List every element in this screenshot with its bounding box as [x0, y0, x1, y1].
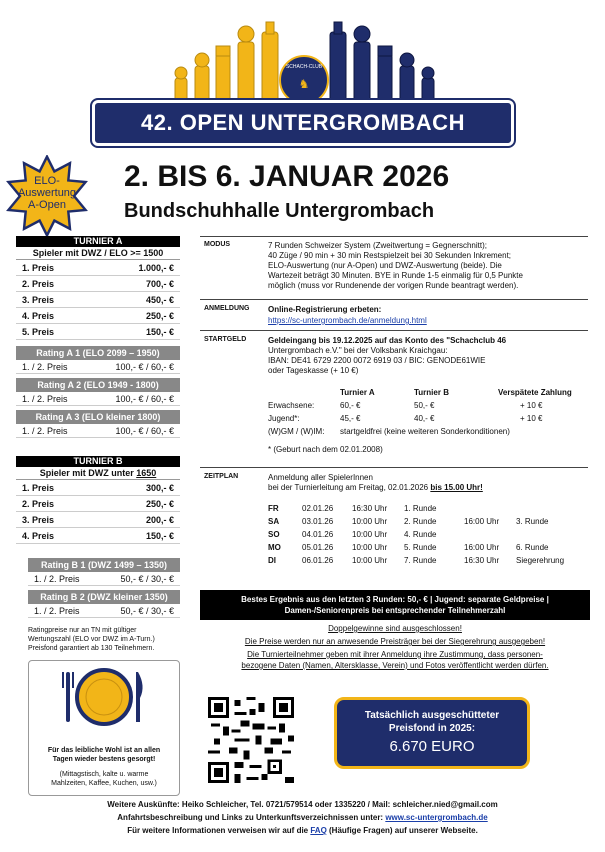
badge-line-2: Auswertung — [17, 187, 77, 199]
special-prizes-bar: Bestes Ergebnis aus den letzten 3 Runden: 50,- € | Jugend: separate Geldpreise | Damen-/Seniorenpreis bei entsprechender Teilnehmerzahl — [200, 590, 590, 620]
startgeld-label: STARTGELD — [204, 336, 247, 343]
schedule-row: SO 04.01.26 10:00 Uhr 4. Runde — [268, 530, 437, 539]
rating-row: 1. / 2. Preis 100,- € / 60,- € — [16, 360, 180, 374]
prize-row: 2. Preis 250,- € — [16, 496, 180, 512]
divider — [200, 236, 588, 237]
prize-fund-box — [334, 697, 530, 769]
prize-row: 4. Preis 150,- € — [16, 528, 180, 544]
prize-row: 3. Preis 450,- € — [16, 292, 180, 308]
prize-fund-line2: Preisfond in 2025: — [388, 723, 476, 734]
turnier-b-table — [16, 456, 180, 618]
schedule-row: FR 02.01.26 16:30 Uhr 1. Runde — [268, 504, 437, 513]
prize-fund-line1: Tatsächlich ausgeschütteter — [364, 710, 500, 721]
food-title: Für das leibliche Wohl ist an allen Tagen wieder bestens gesorgt! — [47, 747, 161, 763]
rating-row: 1. / 2. Preis 50,- € / 30,- € — [28, 572, 180, 586]
zeitplan-text: Anmeldung aller SpielerInnen bei der Turnierleitung am Freitag, 02.01.2026 bis 15.00 Uhr! — [268, 473, 483, 492]
turnier-b-subtitle: Spieler mit DWZ unter 1650 — [16, 467, 180, 480]
schedule-row: DI 06.01.26 10:00 Uhr 7. Runde 16:30 Uhr Siegerehrung — [268, 556, 565, 565]
fee-row: Jugend*: 45,- € 40,- € + 10 € — [268, 414, 543, 423]
elo-badge-text — [6, 175, 88, 211]
rating-header: Rating B 2 (DWZ kleiner 1350) — [28, 590, 180, 604]
fee-header-row: Turnier A Turnier B Verspätete Zahlung — [340, 388, 572, 397]
rating-header: Rating B 1 (DWZ 1499 – 1350) — [28, 558, 180, 572]
prize-row: 5. Preis 150,- € — [16, 324, 180, 340]
rating-row: 1. / 2. Preis 50,- € / 30,- € — [28, 604, 180, 618]
rating-header: Rating A 3 (ELO kleiner 1800) — [16, 410, 180, 424]
rating-row: 1. / 2. Preis 100,- € / 60,- € — [16, 424, 180, 438]
rating-row: 1. / 2. Preis 100,- € / 60,- € — [16, 392, 180, 406]
birth-note: * (Geburt nach dem 02.01.2008) — [268, 445, 383, 454]
badge-line-1: ELO- — [34, 175, 60, 187]
footer-directions: Anfahrtsbeschreibung und Links zu Unterkunftsverzeichnissen unter: www.sc-untergrombach.de — [117, 813, 488, 822]
prize-row: 2. Preis 700,- € — [16, 276, 180, 292]
anmeldung-label: ANMELDUNG — [204, 305, 250, 312]
modus-text: 7 Runden Schweizer System (Zweitwertung = Gegnerschnitt); 40 Züge / 90 min + 30 min Restspielzeit bei 30 Sekunden Inkrement; ELO-Auswertung (nur A-Open) und DWZ-Auswertung (beide). Die Wartezeit beträgt 30 Minuten. BYE in Runde 1-5 einmalig für 0,5 Punkte möglich (muss vor Rundenende der vorigen Runde beantragt werden). — [268, 241, 523, 290]
registration-link[interactable]: https://sc-untergrombach.de/anmeldung.html — [268, 316, 427, 325]
turnier-a-table — [16, 236, 180, 438]
prize-row: 3. Preis 200,- € — [16, 512, 180, 528]
prize-row: 1. Preis 300,- € — [16, 480, 180, 496]
prize-row: 4. Preis 250,- € — [16, 308, 180, 324]
zeitplan-label: ZEITPLAN — [204, 473, 239, 480]
schedule-table — [268, 502, 588, 567]
turnier-b-title: TURNIER B — [16, 456, 180, 467]
modus-label: MODUS — [204, 241, 231, 248]
plate-cutlery-icon — [60, 668, 148, 726]
fee-gm-row: (W)GM / (W)IM: startgeldfrei (keine weiteren Sonderkonditionen) — [268, 427, 510, 436]
notice-data-consent-1: Die Turnierteilnehmer geben mit ihrer Anmeldung ihre Zustimmung, dass personen- — [247, 650, 543, 659]
food-subtitle: (Mittagstisch, kalte u. warme Mahlzeiten, Kaffee, Kuchen, usw.) — [51, 771, 157, 787]
qr-code-icon[interactable] — [208, 697, 294, 783]
club-logo-text: SCHACH-CLUB — [285, 64, 323, 70]
turnier-a-subtitle: Spieler mit DWZ / ELO >= 1500 — [16, 247, 180, 260]
schedule-row: SA 03.01.26 10:00 Uhr 2. Runde 16:00 Uhr 3. Runde — [268, 517, 549, 526]
badge-line-3: A-Open — [28, 199, 66, 211]
prize-row: 1. Preis 1.000,- € — [16, 260, 180, 276]
rating-header: Rating A 1 (ELO 2099 – 1950) — [16, 346, 180, 360]
notice-no-double-prizes: Doppelgewinne sind ausgeschlossen! — [328, 624, 462, 633]
rating-note: Ratingpreise nur an TN mit gültiger Wertungszahl (ELO vor DWZ im A-Turn.) Preisfond garantiert ab 130 Teilnehmern. — [28, 627, 155, 652]
footer-faq: Für weitere Informationen verweisen wir auf die FAQ (Häufige Fragen) auf unserer Webseite. — [127, 826, 478, 835]
footer-contact: Weitere Auskünfte: Heiko Schleicher, Tel. 0721/579514 oder 1335220 / Mail: schleicher.nied@gmail.com — [107, 800, 498, 809]
svg-text:♞: ♞ — [298, 77, 310, 91]
divider — [200, 467, 588, 468]
notice-prizes-present: Die Preise werden nur an anwesende Preisträger bei der Siegerehrung ausgegeben! — [244, 637, 546, 646]
event-venue: Bundschuhhalle Untergrombach — [124, 200, 435, 222]
divider — [200, 299, 588, 300]
fee-table — [268, 386, 588, 438]
event-title-banner: 42. OPEN UNTERGROMBACH — [92, 100, 514, 146]
anmeldung-title: Online-Registrierung erbeten: — [268, 305, 382, 314]
fee-row: Erwachsene: 60,- € 50,- € + 10 € — [268, 401, 543, 410]
notice-data-consent-2: bezogene Daten (Namen, Altersklasse, Verein) und Fotos veröffentlicht werden dürfen. — [241, 661, 549, 670]
faq-link[interactable]: FAQ — [310, 826, 327, 835]
rating-header: Rating A 2 (ELO 1949 - 1800) — [16, 378, 180, 392]
website-link[interactable]: www.sc-untergrombach.de — [385, 813, 488, 822]
prize-fund-amount: 6.670 EURO — [389, 738, 475, 755]
schedule-row: MO 05.01.26 10:00 Uhr 5. Runde 16:00 Uhr 6. Runde — [268, 543, 549, 552]
event-date: 2. BIS 6. JANUAR 2026 — [124, 160, 450, 193]
turnier-a-title: TURNIER A — [16, 236, 180, 247]
divider — [200, 330, 588, 331]
chess-pieces-illustration — [170, 18, 440, 108]
startgeld-text: Geldeingang bis 19.12.2025 auf das Konto des "Schachclub 46 Untergrombach e.V." bei der Volksbank Kraichgau: IBAN: DE41 6729 2200 0072 6919 03 / BIC: GENODE61WIE oder Tageskasse (+ 10 €) — [268, 336, 507, 375]
